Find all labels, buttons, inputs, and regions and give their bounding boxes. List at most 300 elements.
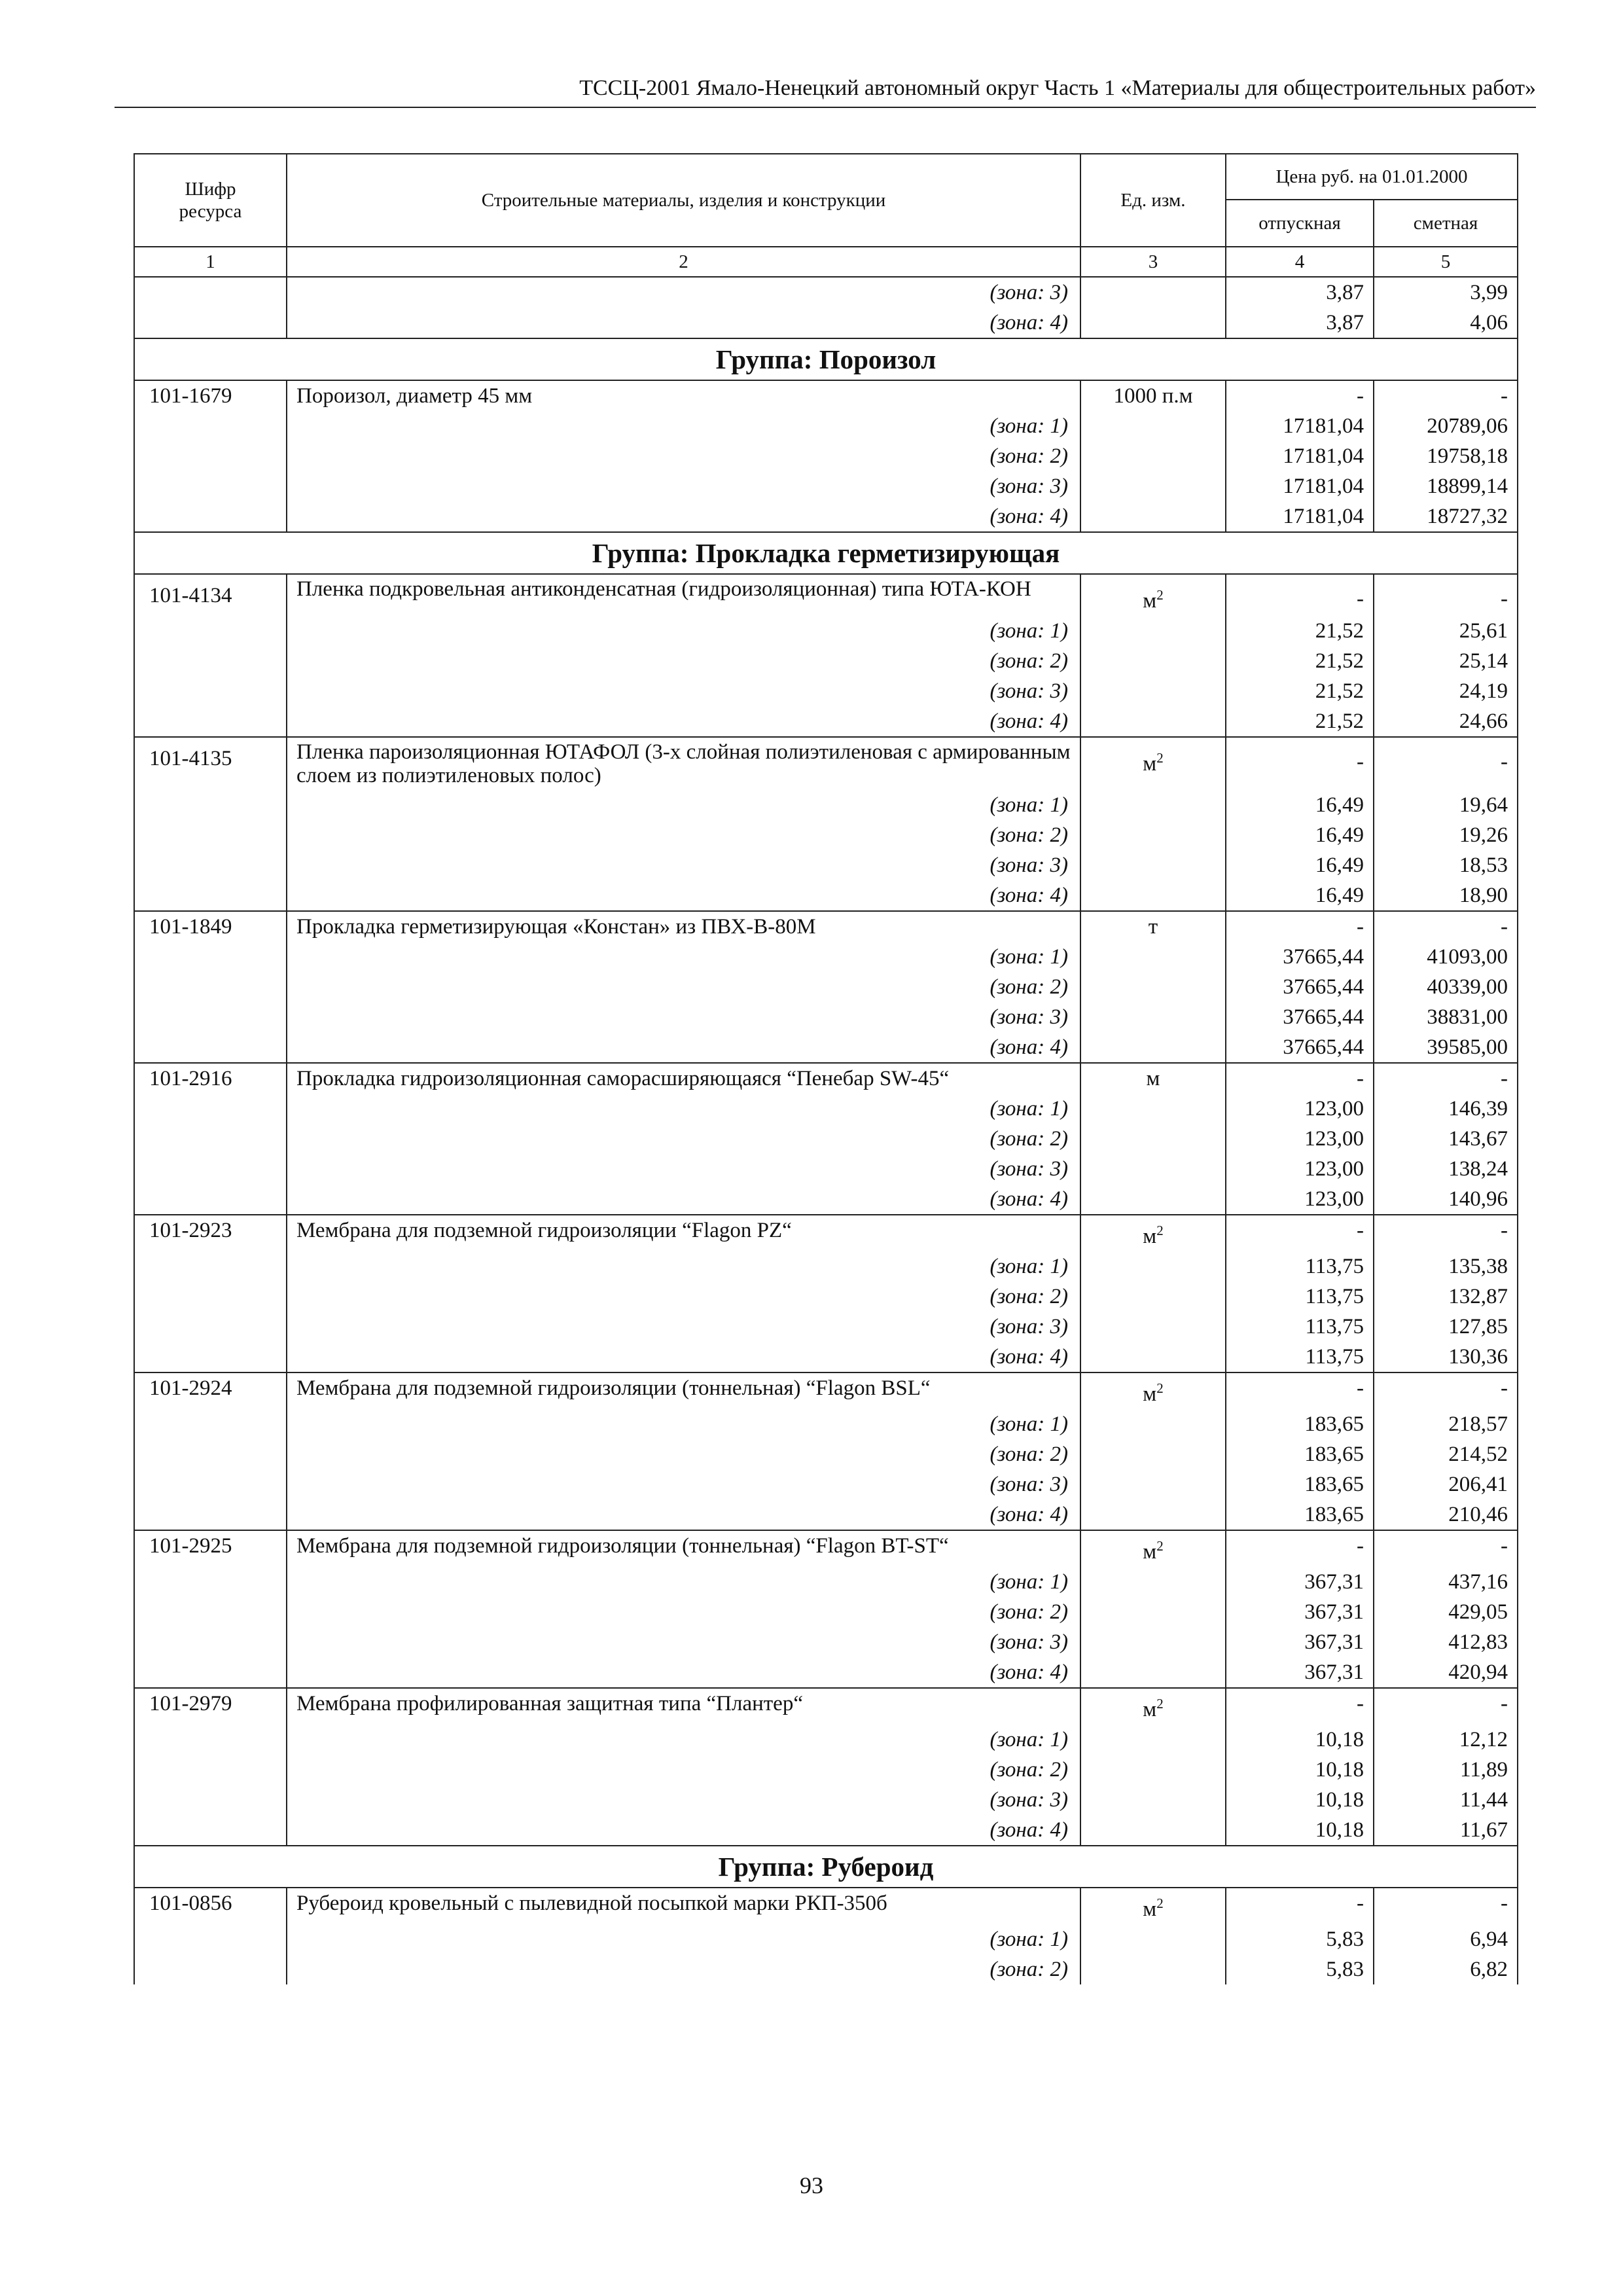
group-title: Группа: Рубероид [134,1846,1518,1888]
col-price-header: Цена руб. на 01.01.2000 [1226,154,1518,200]
unit-cell [1080,880,1226,911]
estimate-price: 18,90 [1374,880,1518,911]
zone-row [134,646,1518,676]
unit-exponent: 2 [1156,587,1164,603]
item-row [134,1215,1518,1251]
table-head [134,154,1518,247]
zone-label: (зона: 2) [287,441,1080,471]
zone-label: (зона: 1) [287,411,1080,441]
zone-label: (зона: 3) [287,1785,1080,1815]
estimate-price: 25,14 [1374,646,1518,676]
zone-label: (зона: 4) [287,1499,1080,1530]
code-cell [134,1657,287,1688]
estimate-price: 218,57 [1374,1409,1518,1439]
code-cell [134,501,287,532]
release-price: 123,00 [1226,1094,1374,1124]
item-row [134,1688,1518,1725]
unit-text: м [1143,589,1157,613]
unit-cell [1080,1597,1226,1627]
estimate-price: 12,12 [1374,1725,1518,1755]
unit-cell [1080,1312,1226,1342]
resource-code: 101-2925 [134,1530,287,1567]
release-price: 183,65 [1226,1439,1374,1469]
unit-cell [1080,411,1226,441]
zone-label: (зона: 4) [287,1032,1080,1063]
estimate-price: - [1374,1063,1518,1094]
material-name: Прокладка герметизирующая «Констан» из ПВХ-В-80М [287,911,1080,942]
unit-text: м [1143,1225,1157,1248]
estimate-price: 41093,00 [1374,942,1518,972]
item-row [134,737,1518,790]
release-price: 16,49 [1226,820,1374,850]
release-price: 183,65 [1226,1469,1374,1499]
release-price: 16,49 [1226,850,1374,880]
unit-cell [1080,646,1226,676]
estimate-price: - [1374,1215,1518,1251]
zone-row [134,1409,1518,1439]
estimate-price: 206,41 [1374,1469,1518,1499]
estimate-price: 429,05 [1374,1597,1518,1627]
release-price: 16,49 [1226,880,1374,911]
code-cell [134,850,287,880]
group-row [134,338,1518,380]
release-price: 123,00 [1226,1154,1374,1184]
unit-cell [1080,1657,1226,1688]
zone-label: (зона: 1) [287,942,1080,972]
estimate-price: 140,96 [1374,1184,1518,1215]
unit-text: м [1143,1897,1157,1921]
material-name: Пороизол, диаметр 45 мм [287,380,1080,411]
unit-cell [1080,1251,1226,1282]
unit-cell [1080,1815,1226,1846]
item-row [134,911,1518,942]
code-cell [134,972,287,1002]
unit-cell [1080,1755,1226,1785]
code-cell [134,1282,287,1312]
estimate-price: 19758,18 [1374,441,1518,471]
release-price: - [1226,574,1374,616]
release-price: 367,31 [1226,1627,1374,1657]
unit-cell [1080,972,1226,1002]
zone-label: (зона: 4) [287,1815,1080,1846]
zone-label: (зона: 4) [287,880,1080,911]
zone-label: (зона: 2) [287,1282,1080,1312]
zone-label: (зона: 3) [287,471,1080,501]
col-number: 4 [1226,247,1374,277]
col-number: 3 [1080,247,1226,277]
col-number: 1 [134,247,287,277]
unit-cell [1080,1154,1226,1184]
running-header: ТССЦ-2001 Ямало-Ненецкий автономный округ Часть 1 «Материалы для общестроительных работ» [579,76,1536,100]
code-cell [134,1627,287,1657]
unit-cell [1080,380,1226,411]
code-cell [134,1409,287,1439]
page-number: 93 [800,2172,823,2198]
estimate-price: 130,36 [1374,1342,1518,1372]
code-cell [134,1342,287,1372]
estimate-price: 3,99 [1374,277,1518,308]
estimate-price: - [1374,1688,1518,1725]
unit-cell [1080,911,1226,942]
unit-cell [1080,1439,1226,1469]
release-price: 10,18 [1226,1815,1374,1846]
unit-text: м [1146,1067,1160,1090]
unit-cell [1080,1469,1226,1499]
code-cell [134,1032,287,1063]
zone-row [134,1469,1518,1499]
zone-label: (зона: 3) [287,1154,1080,1184]
estimate-price: - [1374,911,1518,942]
price-table [134,153,1518,1984]
estimate-price: 40339,00 [1374,972,1518,1002]
estimate-price: 4,06 [1374,308,1518,338]
estimate-price: 18727,32 [1374,501,1518,532]
release-price: 21,52 [1226,706,1374,737]
release-price: 123,00 [1226,1184,1374,1215]
resource-code: 101-4134 [134,574,287,616]
zone-label: (зона: 1) [287,1094,1080,1124]
estimate-price: 143,67 [1374,1124,1518,1154]
unit-cell [1080,1063,1226,1094]
zone-row [134,706,1518,737]
release-price: - [1226,911,1374,942]
zone-label: (зона: 4) [287,1342,1080,1372]
resource-code: 101-4135 [134,737,287,790]
unit-cell [1080,1567,1226,1597]
release-price: 5,83 [1226,1924,1374,1954]
unit-cell [1080,737,1226,790]
estimate-price: - [1374,380,1518,411]
zone-label: (зона: 1) [287,1567,1080,1597]
zone-row [134,1924,1518,1954]
item-row [134,380,1518,411]
estimate-price: 18899,14 [1374,471,1518,501]
zone-row [134,1597,1518,1627]
release-price: 113,75 [1226,1342,1374,1372]
code-cell [134,1815,287,1846]
zone-label: (зона: 1) [287,790,1080,820]
code-cell [134,1924,287,1954]
release-price: 113,75 [1226,1282,1374,1312]
code-cell [134,1439,287,1469]
zone-label: (зона: 3) [287,1627,1080,1657]
zone-label: (зона: 2) [287,820,1080,850]
col-number: 5 [1374,247,1518,277]
unit-cell [1080,1342,1226,1372]
unit-cell [1080,1688,1226,1725]
code-cell [134,676,287,706]
unit-exponent: 2 [1156,1895,1164,1911]
zone-row [134,820,1518,850]
unit-cell [1080,1924,1226,1954]
zone-row [134,501,1518,532]
unit-cell [1080,1530,1226,1567]
zone-label: (зона: 2) [287,1439,1080,1469]
release-price: 17181,04 [1226,471,1374,501]
estimate-price: 132,87 [1374,1282,1518,1312]
release-price: - [1226,380,1374,411]
unit-cell [1080,1184,1226,1215]
unit-cell [1080,1124,1226,1154]
header-rule [115,107,1536,108]
release-price: 3,87 [1226,277,1374,308]
release-price: 367,31 [1226,1657,1374,1688]
release-price: 10,18 [1226,1755,1374,1785]
zone-label: (зона: 3) [287,277,1080,308]
release-price: - [1226,1372,1374,1409]
release-price: - [1226,1063,1374,1094]
unit-cell [1080,1094,1226,1124]
zone-row [134,1785,1518,1815]
unit-cell [1080,790,1226,820]
zone-label: (зона: 1) [287,616,1080,646]
zone-label: (зона: 1) [287,1725,1080,1755]
zone-row [134,1124,1518,1154]
estimate-price: 24,19 [1374,676,1518,706]
release-price: 37665,44 [1226,1002,1374,1032]
code-cell [134,1755,287,1785]
estimate-price: 135,38 [1374,1251,1518,1282]
material-name: Мембрана профилированная защитная типа “Плантер“ [287,1688,1080,1725]
estimate-price: 11,67 [1374,1815,1518,1846]
resource-code: 101-2979 [134,1688,287,1725]
estimate-price: 18,53 [1374,850,1518,880]
zone-row [134,676,1518,706]
zone-label: (зона: 2) [287,1954,1080,1984]
zone-label: (зона: 2) [287,646,1080,676]
release-price: 17181,04 [1226,411,1374,441]
estimate-price: 214,52 [1374,1439,1518,1469]
zone-row [134,1725,1518,1755]
group-row [134,1846,1518,1888]
code-cell [134,1469,287,1499]
unit-exponent: 2 [1156,1380,1164,1396]
unit-cell [1080,850,1226,880]
estimate-price: 19,64 [1374,790,1518,820]
unit-cell [1080,1627,1226,1657]
unit-cell [1080,441,1226,471]
unit-cell [1080,1002,1226,1032]
code-cell [134,880,287,911]
release-price: 123,00 [1226,1124,1374,1154]
release-price: 16,49 [1226,790,1374,820]
zone-row [134,1567,1518,1597]
release-price: - [1226,1888,1374,1924]
estimate-price: - [1374,574,1518,616]
zone-label: (зона: 4) [287,308,1080,338]
code-cell [134,1725,287,1755]
release-price: - [1226,1215,1374,1251]
unit-cell [1080,1888,1226,1924]
release-price: 17181,04 [1226,501,1374,532]
unit-cell [1080,308,1226,338]
code-cell [134,1567,287,1597]
zone-row [134,1627,1518,1657]
unit-cell [1080,471,1226,501]
code-cell [134,820,287,850]
unit-cell [1080,1785,1226,1815]
zone-label: (зона: 3) [287,1312,1080,1342]
unit-exponent: 2 [1156,1223,1164,1238]
release-price: 113,75 [1226,1251,1374,1282]
zone-row [134,942,1518,972]
unit-exponent: 2 [1156,750,1164,766]
zone-row [134,1312,1518,1342]
release-price: 17181,04 [1226,441,1374,471]
zone-row [134,1251,1518,1282]
unit-cell [1080,574,1226,616]
col-number: 2 [287,247,1080,277]
code-cell [134,1251,287,1282]
group-row [134,532,1518,574]
zone-label: (зона: 2) [287,1755,1080,1785]
unit-cell [1080,1282,1226,1312]
release-price: - [1226,1530,1374,1567]
unit-text: м [1143,1540,1157,1564]
code-cell [134,616,287,646]
estimate-price: 11,89 [1374,1755,1518,1785]
code-cell [134,790,287,820]
col-unit-header: Ед. изм. [1080,154,1226,247]
estimate-price: - [1374,1372,1518,1409]
item-row [134,574,1518,616]
unit-text: 1000 п.м [1113,384,1193,408]
zone-label: (зона: 4) [287,1184,1080,1215]
zone-label: (зона: 3) [287,850,1080,880]
release-price: 21,52 [1226,676,1374,706]
estimate-price: 11,44 [1374,1785,1518,1815]
estimate-price: - [1374,737,1518,790]
estimate-price: 38831,00 [1374,1002,1518,1032]
estimate-price: 210,46 [1374,1499,1518,1530]
zone-label: (зона: 1) [287,1251,1080,1282]
release-price: 21,52 [1226,646,1374,676]
release-price: 37665,44 [1226,1032,1374,1063]
zone-row [134,1657,1518,1688]
zone-row [134,972,1518,1002]
code-cell [134,1312,287,1342]
zone-row [134,616,1518,646]
zone-row [134,1282,1518,1312]
release-price: 37665,44 [1226,972,1374,1002]
code-cell [134,1094,287,1124]
zone-label: (зона: 3) [287,1469,1080,1499]
code-cell [134,1954,287,1984]
resource-code: 101-2924 [134,1372,287,1409]
zone-row [134,1499,1518,1530]
unit-cell [1080,616,1226,646]
col-estimate-header: сметная [1374,200,1518,247]
code-cell [134,1002,287,1032]
release-price: 183,65 [1226,1409,1374,1439]
zone-label: (зона: 2) [287,1124,1080,1154]
unit-cell [1080,1215,1226,1251]
release-price: 10,18 [1226,1725,1374,1755]
unit-cell [1080,1499,1226,1530]
estimate-price: 146,39 [1374,1094,1518,1124]
code-cell [134,1124,287,1154]
col-code-header: Шифр ресурса [134,154,287,247]
zone-label: (зона: 4) [287,706,1080,737]
estimate-price: 24,66 [1374,706,1518,737]
unit-cell [1080,676,1226,706]
material-name: Мембрана для подземной гидроизоляции (тоннельная) “Flagon BT-ST“ [287,1530,1080,1567]
material-name: Пленка пароизоляционная ЮТАФОЛ (3-х слойная полиэтиленовая с армированным слоем из полиэтиленовых полос) [287,737,1080,790]
material-name: Мембрана для подземной гидроизоляции “Flagon PZ“ [287,1215,1080,1251]
release-price: - [1226,1688,1374,1725]
unit-cell [1080,1372,1226,1409]
zone-label: (зона: 3) [287,1002,1080,1032]
unit-exponent: 2 [1156,1538,1164,1554]
material-name: Мембрана для подземной гидроизоляции (тоннельная) “Flagon BSL“ [287,1372,1080,1409]
group-title: Группа: Прокладка герметизирующая [134,532,1518,574]
code-cell [134,471,287,501]
release-price: 10,18 [1226,1785,1374,1815]
zone-row [134,850,1518,880]
unit-text: м [1143,1382,1157,1406]
estimate-price: 6,82 [1374,1954,1518,1984]
code-cell [134,277,287,308]
estimate-price: 19,26 [1374,820,1518,850]
table-body [134,247,1518,1984]
zone-row [134,880,1518,911]
resource-code: 101-1679 [134,380,287,411]
code-cell [134,411,287,441]
unit-cell [1080,1409,1226,1439]
zone-label: (зона: 2) [287,972,1080,1002]
zone-row [134,1815,1518,1846]
zone-label: (зона: 2) [287,1597,1080,1627]
zone-label: (зона: 4) [287,501,1080,532]
release-price: 183,65 [1226,1499,1374,1530]
code-cell [134,646,287,676]
item-row [134,1063,1518,1094]
zone-label: (зона: 4) [287,1657,1080,1688]
material-name: Рубероид кровельный с пылевидной посыпкой марки РКП-350б [287,1888,1080,1924]
code-cell [134,942,287,972]
unit-text: т [1148,915,1158,939]
estimate-price: 20789,06 [1374,411,1518,441]
unit-cell [1080,1954,1226,1984]
code-cell [134,1785,287,1815]
code-cell [134,308,287,338]
material-name: Прокладка гидроизоляционная саморасширяющаяся “Пенебар SW-45“ [287,1063,1080,1094]
release-price: 367,31 [1226,1597,1374,1627]
zone-row [134,1094,1518,1124]
unit-text: м [1143,752,1157,776]
zone-label: (зона: 3) [287,676,1080,706]
zone-row [134,277,1518,308]
zone-row [134,411,1518,441]
estimate-price: 39585,00 [1374,1032,1518,1063]
zone-row [134,1032,1518,1063]
unit-cell [1080,942,1226,972]
zone-row [134,1954,1518,1984]
zone-row [134,441,1518,471]
zone-row [134,308,1518,338]
item-row [134,1888,1518,1924]
release-price: 21,52 [1226,616,1374,646]
release-price: 367,31 [1226,1567,1374,1597]
zone-row [134,1184,1518,1215]
code-cell [134,1154,287,1184]
unit-cell [1080,501,1226,532]
group-title: Группа: Пороизол [134,338,1518,380]
zone-row [134,471,1518,501]
estimate-price: 138,24 [1374,1154,1518,1184]
unit-exponent: 2 [1156,1696,1164,1712]
estimate-price: - [1374,1888,1518,1924]
